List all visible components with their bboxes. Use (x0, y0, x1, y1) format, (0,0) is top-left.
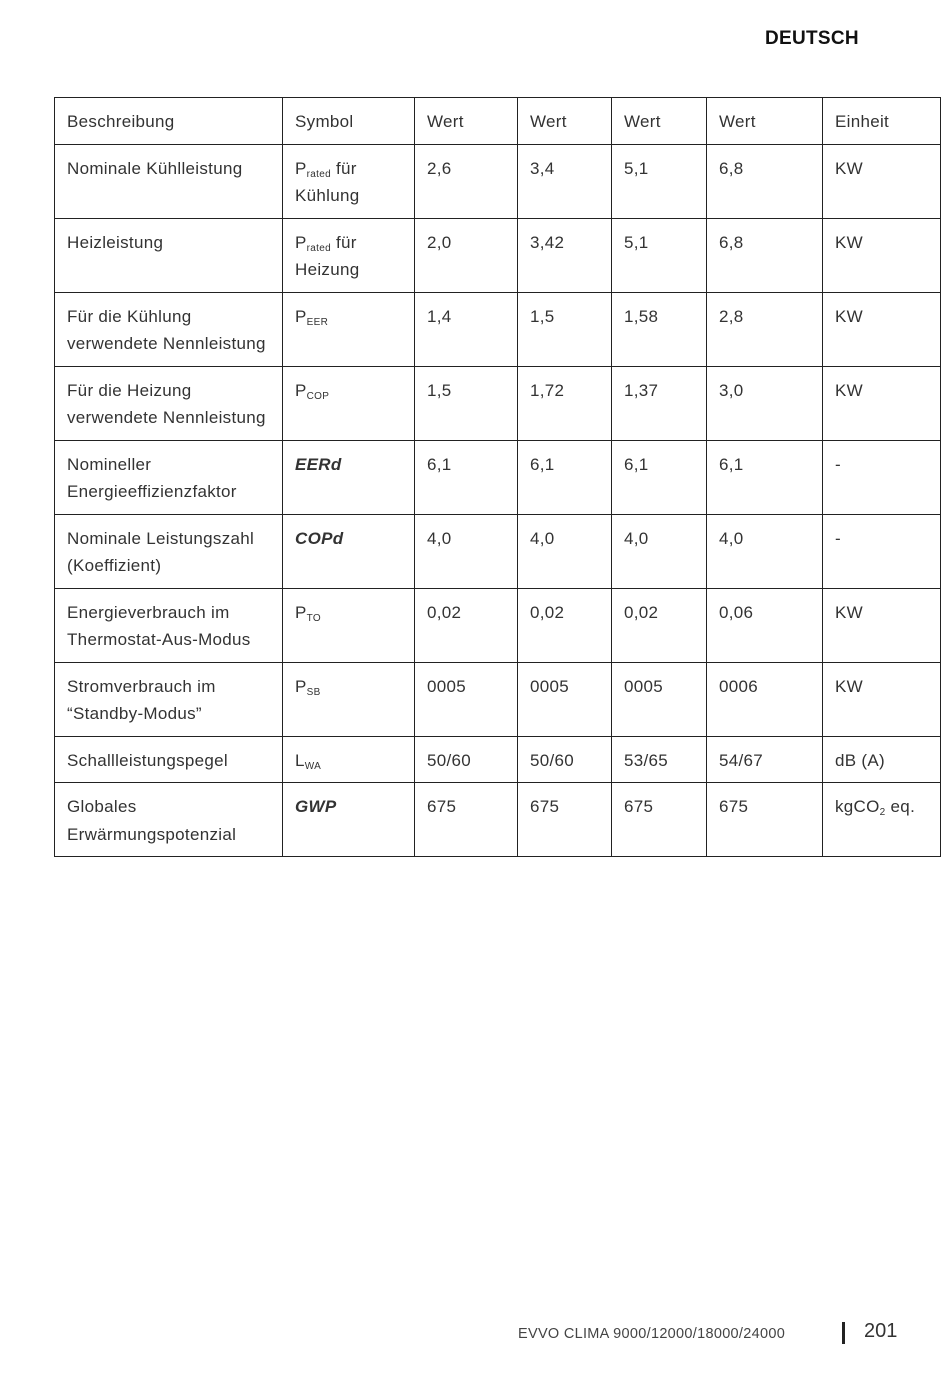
description-cell: Für die Kühlung verwendete Nennleistung (55, 292, 283, 366)
header-cell: Wert (612, 98, 707, 145)
unit-cell: KW (823, 662, 941, 736)
value-cell: 2,8 (707, 292, 823, 366)
value-cell: 675 (518, 783, 612, 857)
page-number: 201 (864, 1320, 898, 1342)
unit-cell: KW (823, 144, 941, 218)
unit-cell: kgCO$_2$ eq. (823, 783, 941, 857)
table-row (55, 662, 941, 736)
value-cell: 2,0 (415, 218, 518, 292)
specification-table (54, 97, 941, 857)
value-cell: 675 (707, 783, 823, 857)
value-cell: 6,1 (612, 440, 707, 514)
value-cell: 1,5 (415, 366, 518, 440)
table-row (55, 736, 941, 783)
value-cell: 3,4 (518, 144, 612, 218)
symbol-cell: $P_{EER}$ (283, 292, 415, 366)
value-cell: 6,1 (707, 440, 823, 514)
value-cell: 1,58 (612, 292, 707, 366)
symbol-cell: $L_{WA}$ (283, 736, 415, 783)
footer-divider (842, 1322, 845, 1344)
table-row (55, 514, 941, 588)
value-cell: 0,02 (518, 588, 612, 662)
value-cell: 1,5 (518, 292, 612, 366)
value-cell: 0006 (707, 662, 823, 736)
unit-cell: KW (823, 588, 941, 662)
value-cell: 0005 (415, 662, 518, 736)
symbol-cell: $P_{TO}$ (283, 588, 415, 662)
description-cell: Energieverbrauch im Thermostat-Aus-Modus (55, 588, 283, 662)
value-cell: 675 (612, 783, 707, 857)
value-cell: 54/67 (707, 736, 823, 783)
table-row (55, 144, 941, 218)
value-cell: 1,37 (612, 366, 707, 440)
value-cell: 0,02 (612, 588, 707, 662)
value-cell: 1,72 (518, 366, 612, 440)
table-row (55, 588, 941, 662)
value-cell: 5,1 (612, 218, 707, 292)
unit-cell: - (823, 514, 941, 588)
value-cell: 53/65 (612, 736, 707, 783)
product-name: EVVO CLIMA 9000/12000/18000/24000 (518, 1326, 786, 1342)
value-cell: 4,0 (415, 514, 518, 588)
table-row (55, 440, 941, 514)
unit-cell: KW (823, 292, 941, 366)
description-cell: Für die Heizung verwendete Nennleistung (55, 366, 283, 440)
unit-cell: dB (A) (823, 736, 941, 783)
value-cell: 675 (415, 783, 518, 857)
value-cell: 6,8 (707, 218, 823, 292)
header-cell: Wert (415, 98, 518, 145)
value-cell: 0005 (518, 662, 612, 736)
value-cell: 4,0 (518, 514, 612, 588)
value-cell: 3,42 (518, 218, 612, 292)
value-cell: 0005 (612, 662, 707, 736)
table-row (55, 366, 941, 440)
value-cell: 2,6 (415, 144, 518, 218)
value-cell: 6,8 (707, 144, 823, 218)
value-cell: 6,1 (518, 440, 612, 514)
value-cell: 0,06 (707, 588, 823, 662)
unit-cell: - (823, 440, 941, 514)
header-cell: Wert (707, 98, 823, 145)
header-cell: Beschreibung (55, 98, 283, 145)
language-label: DEUTSCH (765, 28, 859, 49)
symbol-cell: $P_{rated}$ für Heizung (283, 218, 415, 292)
description-cell: Schallleistungspegel (55, 736, 283, 783)
symbol-cell: $P_{COP}$ (283, 366, 415, 440)
symbol-cell: EERd (283, 440, 415, 514)
description-cell: Heizleistung (55, 218, 283, 292)
header-cell: Einheit (823, 98, 941, 145)
value-cell: 4,0 (612, 514, 707, 588)
table-header-row (55, 98, 941, 145)
value-cell: 3,0 (707, 366, 823, 440)
value-cell: 0,02 (415, 588, 518, 662)
value-cell: 50/60 (415, 736, 518, 783)
value-cell: 4,0 (707, 514, 823, 588)
symbol-cell: $P_{rated}$ für Kühlung (283, 144, 415, 218)
symbol-cell: $P_{SB}$ (283, 662, 415, 736)
unit-cell: KW (823, 366, 941, 440)
value-cell: 1,4 (415, 292, 518, 366)
value-cell: 5,1 (612, 144, 707, 218)
header-cell: Symbol (283, 98, 415, 145)
description-cell: Stromverbrauch im “Standby-Modus” (55, 662, 283, 736)
description-cell: Nominale Leistungszahl (Koeffizient) (55, 514, 283, 588)
description-cell: Nominale Kühlleistung (55, 144, 283, 218)
table-row (55, 783, 941, 857)
symbol-cell: COPd (283, 514, 415, 588)
description-cell: Globales Erwärmungspotenzial (55, 783, 283, 857)
symbol-cell: GWP (283, 783, 415, 857)
table-row (55, 292, 941, 366)
header-cell: Wert (518, 98, 612, 145)
table-row (55, 218, 941, 292)
unit-cell: KW (823, 218, 941, 292)
description-cell: Nomineller Energieeffizienzfaktor (55, 440, 283, 514)
value-cell: 50/60 (518, 736, 612, 783)
value-cell: 6,1 (415, 440, 518, 514)
